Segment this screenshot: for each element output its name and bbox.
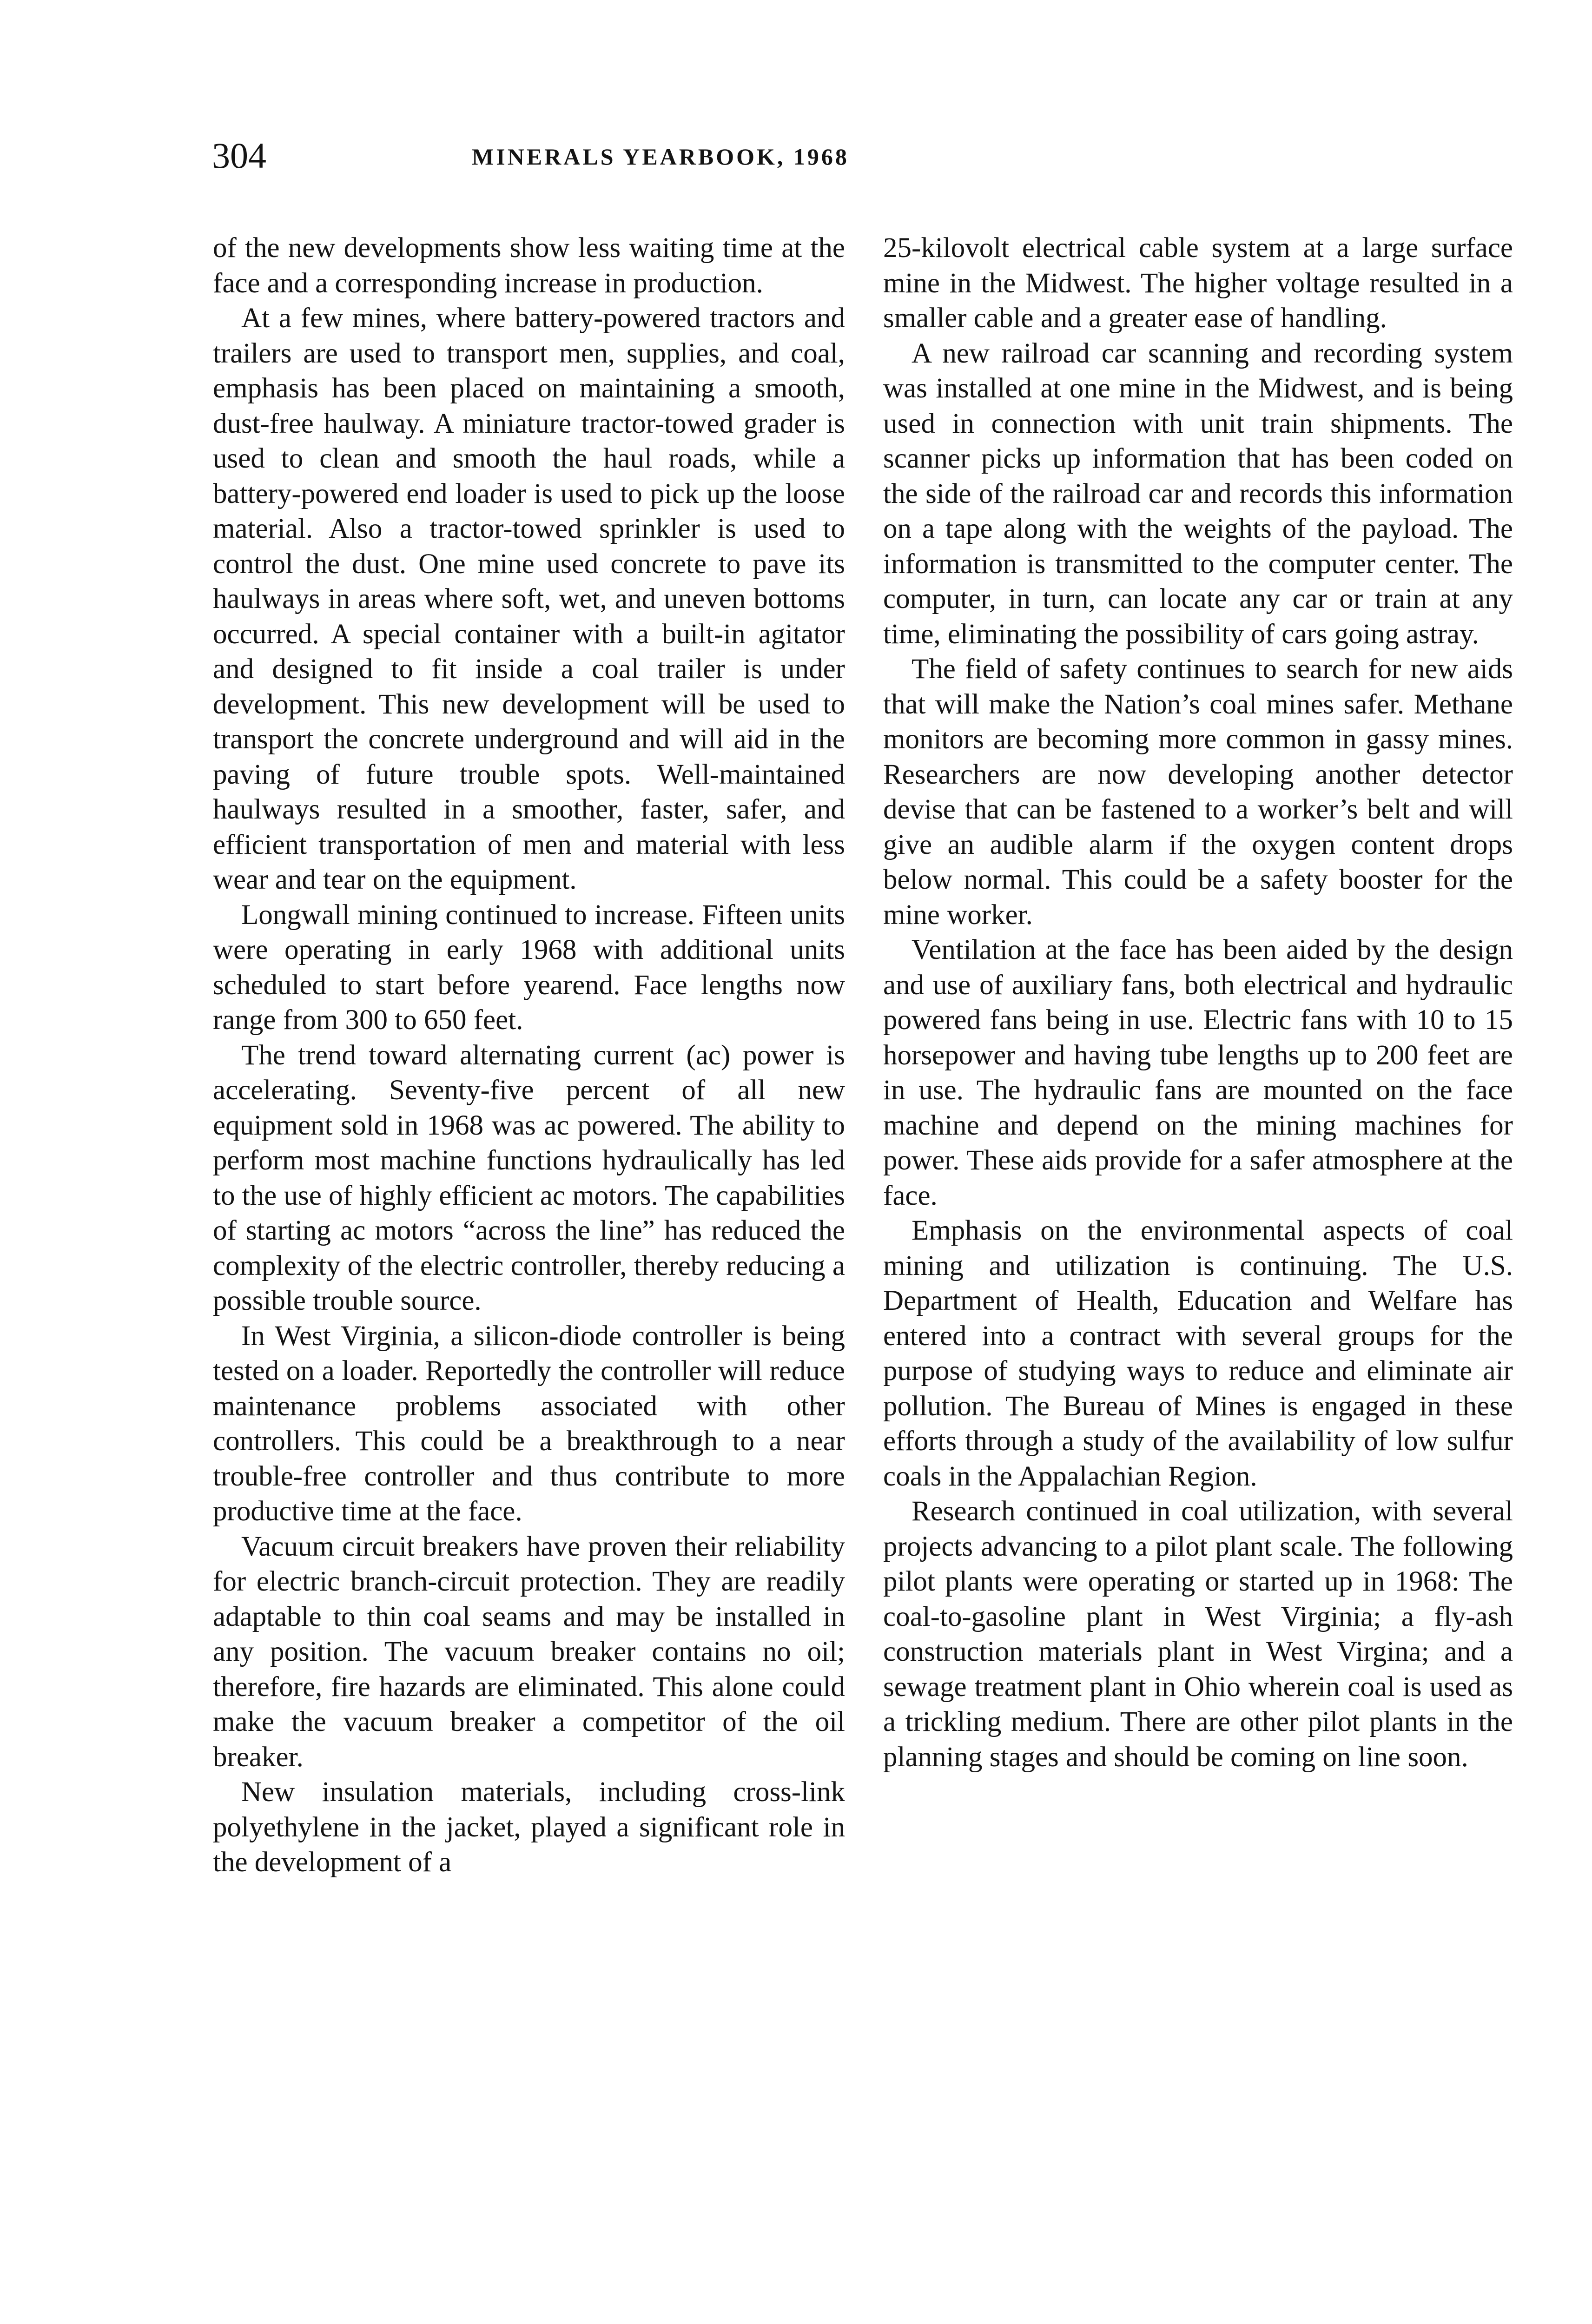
paragraph: of the new developments show less waiting time at the face and a corresponding increase in production. [213,232,845,299]
left-column [213,231,845,1880]
paragraph: The field of safety continues to search for new aids that will make the Nation’s coal mines safer. Methane monitors are becoming more common in gassy mines. Researchers are now developing another detector devise that can be fastened to a worker’s belt and will give an audible alarm if the oxygen content drops below normal. This could be a safety booster for the mine worker. [883,654,1513,931]
paragraph: Longwall mining continued to increase. Fifteen units were operating in early 1968 with additional units scheduled to start before yearend. Face lengths now range from 300 to 650 feet. [213,899,845,1036]
paragraph: New insulation materials, including cross-link polyethylene in the jacket, played a significant role in the development of a [213,1776,845,1878]
paragraph: The trend toward alternating current (ac) power is accelerating. Seventy-five percent of all new equipment sold in 1968 was ac powered. The ability to perform most machine functions hydraulically has led to the use of highly efficient ac motors. The capabilities of starting ac motors “across the line” has reduced the complexity of the electric controller, thereby reducing a possible trouble source. [213,1039,845,1316]
paragraph: Ventilation at the face has been aided by the design and use of auxiliary fans, both electrical and hydraulic powered fans being in use. Electric fans with 10 to 15 horsepower and having tube lengths up to 200 feet are in use. The hydraulic fans are mounted on the face machine and depend on the mining machines for power. These aids provide for a safer atmosphere at the face. [883,934,1513,1211]
paragraph: A new railroad car scanning and recording system was installed at one mine in the Midwest, and is being used in connection with unit train shipments. The scanner picks up information that has been coded on the side of the railroad car and records this information on a tape along with the weights of the payload. The information is transmitted to the computer center. The computer, in turn, can locate any car or train at any time, eliminating the possibility of cars going astray. [883,337,1513,650]
paragraph: Emphasis on the environmental aspects of coal mining and utilization is continuing. The U.S. Department of Health, Education and Welfare has entered into a contract with several groups for the purpose of studying ways to reduce and eliminate air pollution. The Bureau of Mines is engaged in these efforts through a study of the availability of low sulfur coals in the Appalachian Region. [883,1215,1513,1492]
paragraph: In West Virginia, a silicon-diode controller is being tested on a loader. Reportedly the controller will reduce maintenance problems associated with other controllers. This could be a breakthrough to a near trouble-free controller and thus contribute to more productive time at the face. [213,1320,845,1527]
running-title: MINERALS YEARBOOK, 1968 [472,144,849,170]
paragraph: Vacuum circuit breakers have proven their reliability for electric branch-circuit protection. They are readily adaptable to thin coal seams and may be installed in any position. The vacuum breaker contains no oil; therefore, fire hazards are eliminated. This alone could make the vacuum breaker a competitor of the oil breaker. [213,1531,845,1773]
paragraph: At a few mines, where battery-powered tractors and trailers are used to transport men, supplies, and coal, emphasis has been placed on maintaining a smooth, dust-free haulway. A miniature tractor-towed grader is used to clean and smooth the haul roads, while a battery-powered end loader is used to pick up the loose material. Also a tractor-towed sprinkler is used to control the dust. One mine used concrete to pave its haulways in areas where soft, wet, and uneven bottoms occurred. A special container with a built-in agitator and designed to fit inside a coal trailer is under development. This new development will be used to transport the concrete underground and will aid in the paving of future trouble spots. Well-maintained haulways resulted in a smoother, faster, safer, and efficient transportation of men and material with less wear and tear on the equipment. [213,303,845,895]
right-column [883,231,1513,1775]
page-header [212,135,1109,177]
page-number: 304 [212,135,266,176]
paragraph: Research continued in coal utilization, with several projects advancing to a pilot plant scale. The following pilot plants were operating or started up in 1968: The coal-to-gasoline plant in West Virginia; a fly-ash construction materials plant in West Virgina; and a sewage treatment plant in Ohio wherein coal is used as a trickling medium. There are other pilot plants in the planning stages and should be coming on line soon. [883,1496,1513,1773]
paragraph: 25-kilovolt electrical cable system at a large surface mine in the Midwest. The higher voltage resulted in a smaller cable and a greater ease of handling. [883,232,1513,334]
